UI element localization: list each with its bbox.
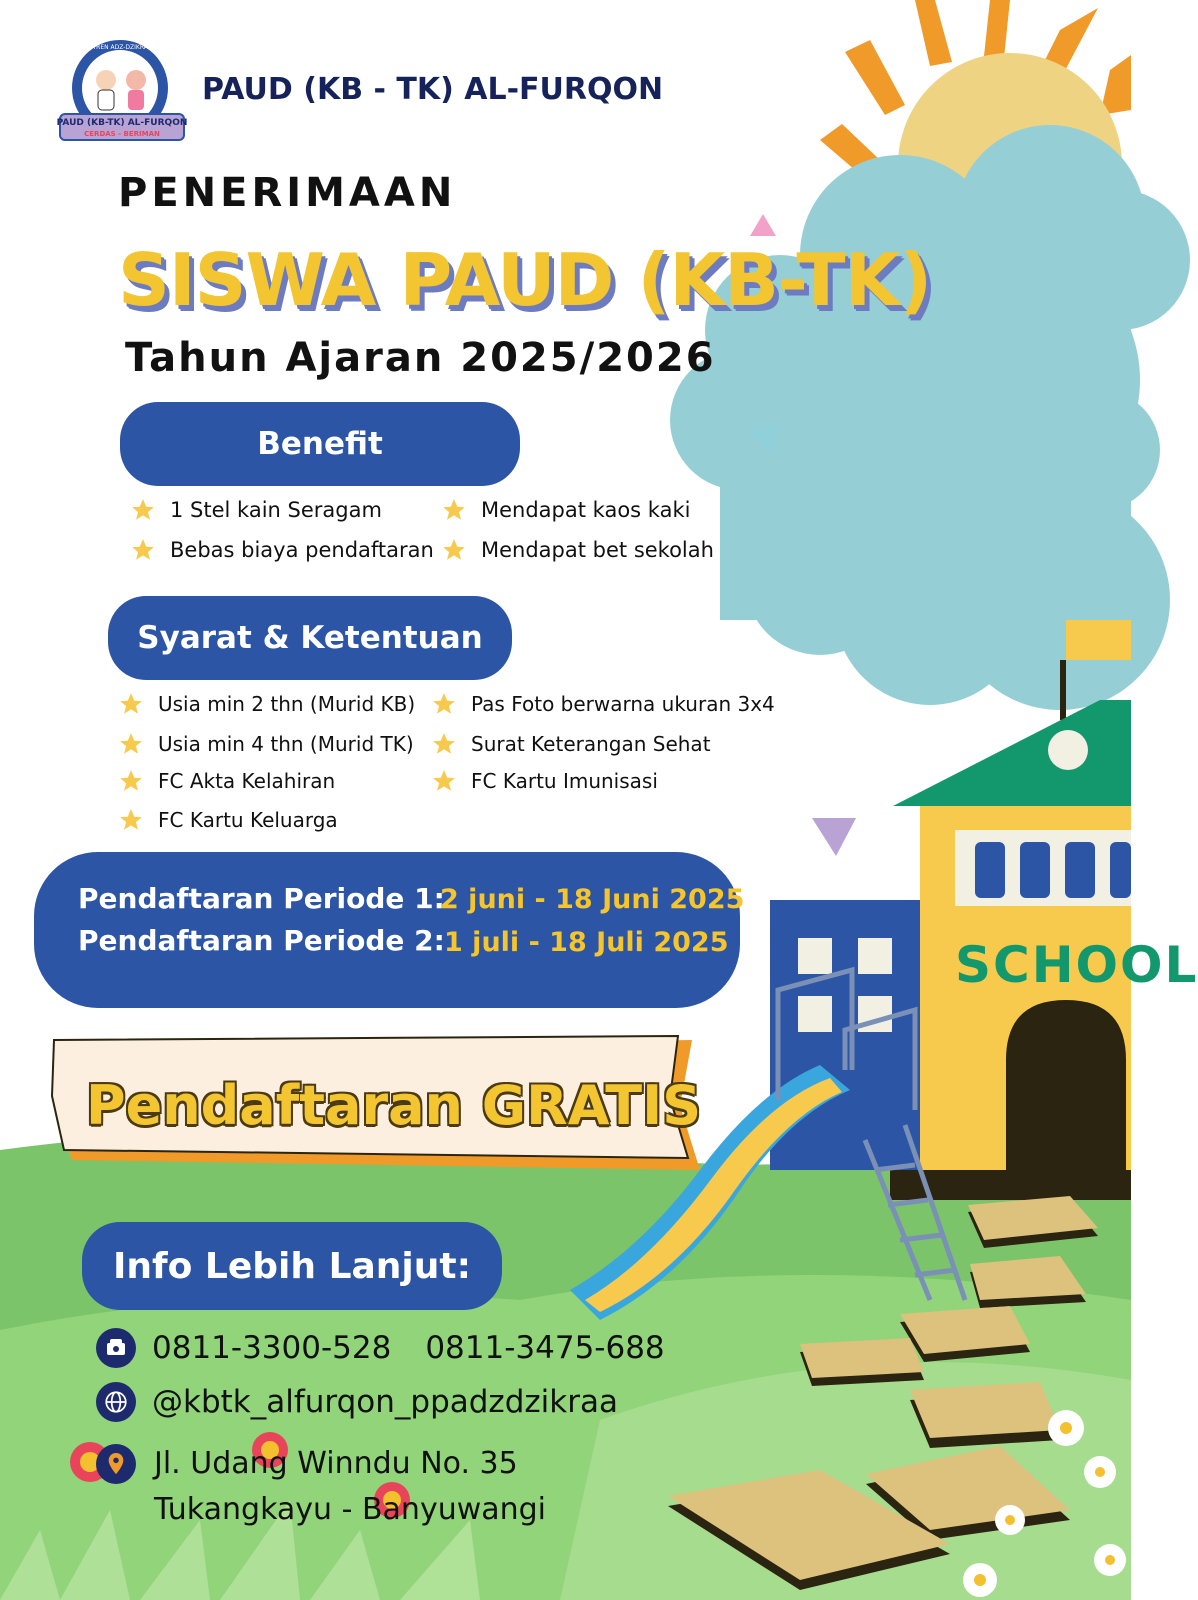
deco-triangle-pink (750, 214, 776, 236)
info-heading: Info Lebih Lanjut: (82, 1222, 502, 1310)
star-icon (118, 807, 144, 833)
school-sign: SCHOOL (955, 936, 1198, 994)
benefit-item-label: Mendapat bet sekolah (481, 538, 714, 562)
star-icon (130, 537, 156, 563)
syarat-heading: Syarat & Ketentuan (108, 596, 512, 680)
periode-box (34, 852, 745, 1008)
headline-title: SISWA PAUD (KB-TK) (118, 238, 932, 322)
phone-icon (96, 1328, 136, 1368)
syarat-item (118, 768, 335, 794)
location-pin-icon (96, 1444, 136, 1484)
benefit-item (130, 497, 382, 523)
periode-1-date: 2 juni - 18 Juni 2025 (440, 884, 745, 915)
school-building (890, 620, 1198, 1200)
benefit-heading: Benefit (120, 402, 520, 486)
address-row (96, 1444, 152, 1484)
phone-number-2[interactable]: 0811-3475-688 (425, 1330, 665, 1366)
benefit-item (441, 497, 690, 523)
periode-1-label: Pendaftaran Periode 1: (78, 882, 445, 915)
gratis-text: Pendaftaran GRATIS (86, 1074, 702, 1137)
star-icon (130, 497, 156, 523)
address-line-1: Jl. Udang Winndu No. 35 (154, 1446, 518, 1481)
school-name: PAUD (KB - TK) AL-FURQON (202, 72, 664, 107)
benefit-item (130, 537, 434, 563)
syarat-item (118, 691, 415, 717)
periode-2-date: 1 juli - 18 Juli 2025 (444, 927, 729, 958)
benefit-item-label: Mendapat kaos kaki (481, 498, 691, 522)
star-icon (431, 691, 457, 717)
phone-row (96, 1328, 665, 1368)
syarat-item-label: FC Kartu Imunisasi (471, 769, 658, 793)
address-line-2: Tukangkayu - Banyuwangi (154, 1492, 547, 1527)
logo-tagline: CERDAS - BERIMAN (84, 130, 160, 138)
syarat-item-label: FC Akta Kelahiran (158, 769, 336, 793)
syarat-item-label: FC Kartu Keluarga (158, 808, 338, 832)
benefit-item (441, 537, 714, 563)
instagram-row (96, 1382, 618, 1422)
syarat-item (118, 807, 338, 833)
benefit-item-label: 1 Stel kain Seragam (170, 498, 382, 522)
instagram-handle[interactable]: @kbtk_alfurqon_ppadzdzikraa (152, 1384, 618, 1420)
syarat-item (431, 768, 658, 794)
globe-icon (96, 1382, 136, 1422)
syarat-item-label: Usia min 2 thn (Murid KB) (158, 692, 416, 716)
syarat-item-label: Usia min 4 thn (Murid TK) (158, 732, 414, 756)
benefit-item-label: Bebas biaya pendaftaran (170, 538, 434, 562)
syarat-item (118, 731, 414, 757)
star-icon (118, 768, 144, 794)
syarat-item-label: Pas Foto berwarna ukuran 3x4 (471, 692, 775, 716)
academic-year: Tahun Ajaran 2025/2026 (125, 335, 716, 381)
syarat-item (431, 691, 775, 717)
periode-2-label: Pendaftaran Periode 2: (78, 924, 445, 957)
syarat-item (431, 731, 711, 757)
star-icon (431, 731, 457, 757)
school-logo (44, 36, 196, 144)
star-icon (441, 537, 467, 563)
star-icon (431, 768, 457, 794)
logo-main-text: PAUD (KB-TK) AL-FURQON (56, 118, 188, 128)
syarat-item-label: Surat Keterangan Sehat (471, 732, 711, 756)
phone-number-1[interactable]: 0811-3300-528 (152, 1330, 392, 1366)
star-icon (441, 497, 467, 523)
headline-kicker: PENERIMAAN (118, 170, 457, 216)
star-icon (118, 731, 144, 757)
deco-triangle-purple (812, 818, 856, 856)
logo-top-text: PONDOK PESANTREN ADZ-DZIKRAA BANYUWANGI (44, 44, 196, 51)
star-icon (118, 691, 144, 717)
